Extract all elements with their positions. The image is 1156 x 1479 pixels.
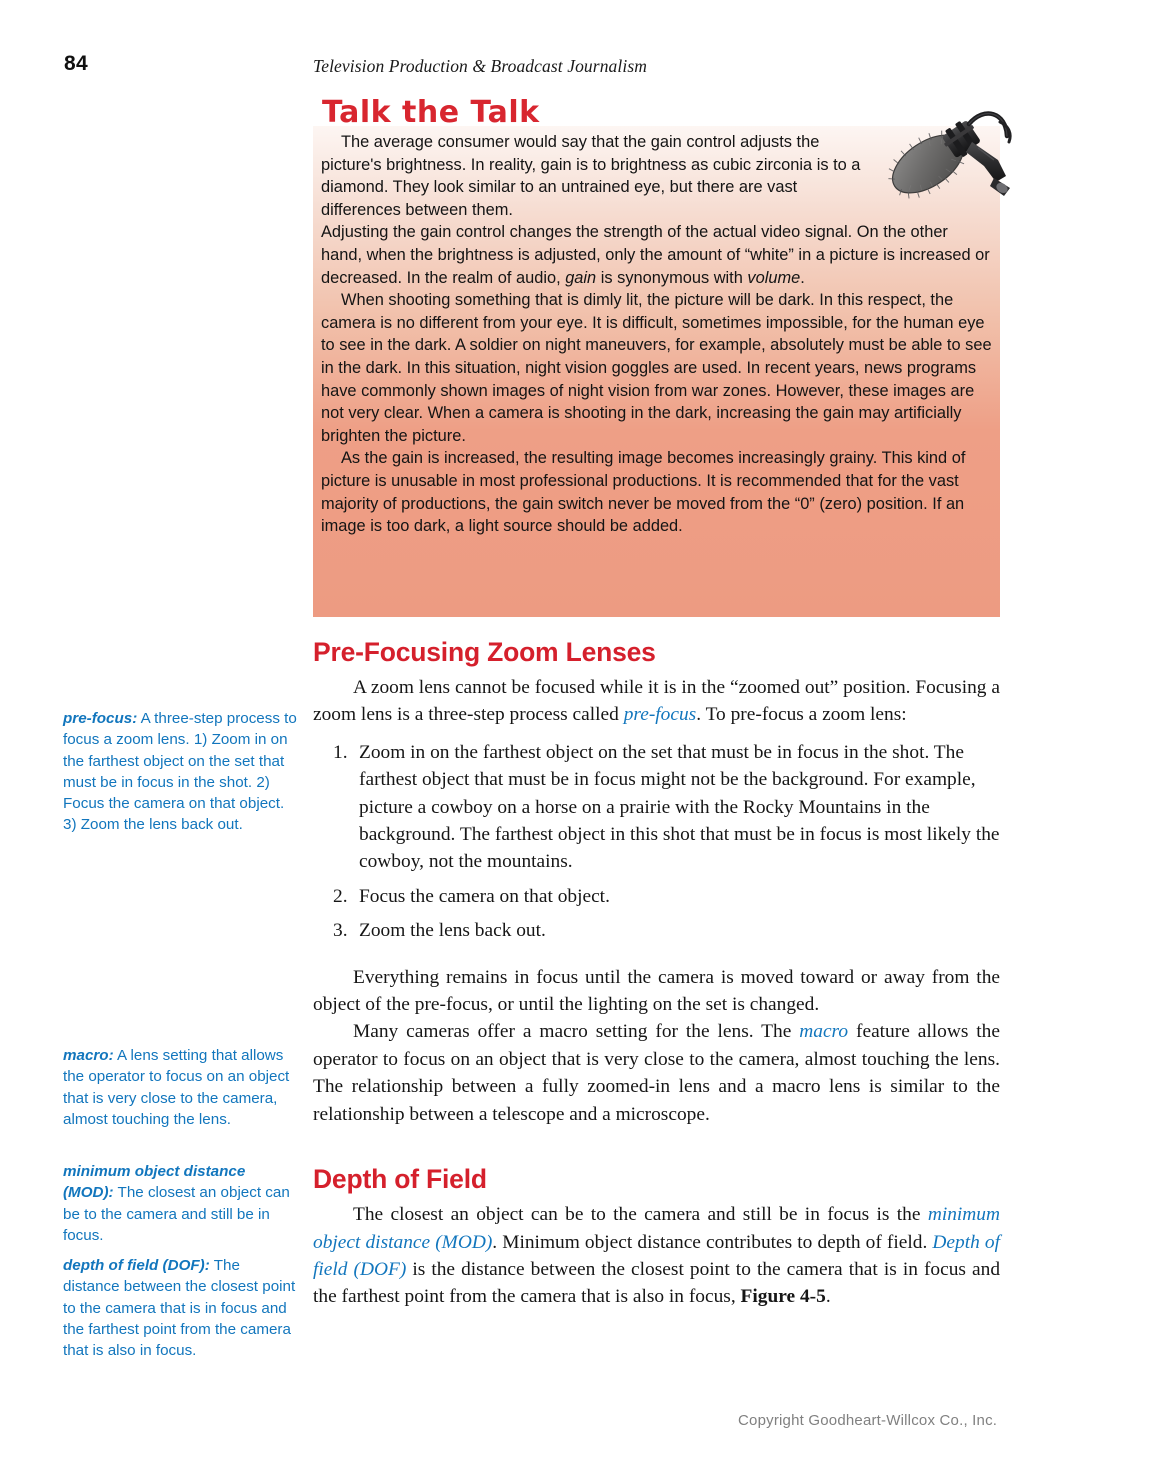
depth-of-field-paragraph (313, 1201, 1000, 1311)
heading-pre-focusing-zoom-lenses: Pre-Focusing Zoom Lenses (313, 637, 656, 667)
glossary-definition: A three-step process to focus a zoom lens. 1) Zoom in on the farthest object on the set that must be in focus in the shot. 2) Focus the camera on that object. 3) Zoom the lens back out. (63, 710, 297, 834)
dof-part2: . Minimum object distance contributes to depth of field. (492, 1231, 933, 1253)
inline-term-macro: macro (799, 1021, 849, 1043)
glossary-term: depth of field (DOF): (63, 1257, 210, 1274)
macro-paragraph (313, 1018, 1000, 1128)
glossary-entry-pre-focus (63, 708, 298, 836)
inline-term-mod: minimum object distance (MOD) (313, 1204, 1000, 1253)
feature-p1-tail: . (800, 268, 805, 287)
glossary-entry-text (63, 708, 298, 836)
glossary-entry-text (63, 1045, 298, 1130)
feature-p1-italic-gain: gain (565, 268, 597, 287)
macro-part2: feature allows the operator to focus on an object that is very close to the camera, almost touching the lens. The relationship between a fully zoomed-in lens and a macro lens is similar to the relationship between a telescope and a microscope. (313, 1021, 1000, 1125)
glossary-definition: A lens setting that allows the operator to focus on an object that is very close to the camera, almost touching the lens. (63, 1047, 290, 1128)
glossary-entry-text (63, 1255, 298, 1361)
feature-p1-lead-text: The average consumer would say that the gain control adjusts the picture's brightness. In reality, gain is to brightness as cubic zirconia is to a diamond. They look similar to an untrained eye, but there are vast differences between them. (321, 133, 861, 219)
shotgun-microphone-icon (866, 92, 1014, 217)
feature-paragraph-1-lead (321, 131, 866, 221)
glossary-term: macro: (63, 1047, 114, 1064)
talk-the-talk-title: Talk the Talk (322, 95, 540, 130)
figure-reference: Figure 4-5 (740, 1286, 826, 1308)
everything-remains-paragraph: Everything remains in focus until the camera is moved toward or away from the object of the pre-focus, or until the lighting on the set is changed. (313, 966, 1000, 1016)
inline-term-dof: Depth of field (DOF) (313, 1231, 1000, 1280)
glossary-entry-macro (63, 1045, 298, 1130)
main-text-column (313, 637, 1000, 1311)
macro-part1: Many cameras offer a macro setting for the lens. The (353, 1021, 800, 1043)
glossary-entry-text (63, 1161, 298, 1246)
running-head: Television Production & Broadcast Journalism (313, 56, 647, 76)
inline-term-pre-focus: pre-focus (623, 704, 697, 726)
list-item: Focus the camera on that object. (359, 885, 610, 907)
feature-paragraph-3: As the gain is increased, the resulting image becomes increasingly grainy. This kind of picture is unusable in most professional productions. It is recommended that for the vast majority of productions, the gain switch never be moved from the “0” (zero) position. If an image is too dark, a light source should be added. (321, 449, 966, 536)
list-item: Zoom the lens back out. (359, 920, 546, 942)
feature-p1-italic-volume: volume (747, 268, 801, 287)
feature-p1-between: is synonymous with (596, 268, 748, 287)
dof-part1: The closest an object can be to the camera and still be in focus is the (353, 1204, 928, 1226)
heading-depth-of-field: Depth of Field (313, 1164, 487, 1195)
feature-p1-rest-text: Adjusting the gain control changes the strength of the actual video signal. On the other hand, when the brightness is adjusted, only the amount of “white” in a picture is increased or decreased. In the realm of audio, (321, 223, 990, 287)
prefocus-intro-paragraph (313, 674, 1000, 729)
page-number: 84 (64, 52, 88, 75)
glossary-definition: The closest an object can be to the camera and still be in focus. (63, 1184, 290, 1244)
paragraph-spacer (313, 952, 1000, 964)
prefocus-intro-part1: A zoom lens cannot be focused while it is in the “zoomed out” position. Focusing a zoom lens is a three-step process called (313, 677, 1000, 726)
glossary-term: pre-focus: (63, 710, 138, 727)
feature-paragraph-2: When shooting something that is dimly lit, the picture will be dark. In this respect, the camera is no different from your eye. It is difficult, sometimes impossible, for the human eye to see in the dark. A soldier on night maneuvers, for example, absolutely must be able to see in the dark. In this situation, night vision goggles are used. In recent years, news programs have commonly shown images of night vision from war zones. However, these images are not very clear. When a camera is shooting in the dark, increasing the gain may artificially brighten the picture. (321, 291, 992, 445)
glossary-definition: The distance between the closest point to the camera that is in focus and the farthest point from the camera that is also in focus. (63, 1257, 296, 1360)
prefocus-intro-part2: . To pre-focus a zoom lens: (696, 704, 907, 726)
dof-part3: is the distance between the closest point to the camera that is in focus and the farthest point from the camera that is also in focus, (313, 1258, 1001, 1308)
dof-part4: . (825, 1286, 831, 1308)
pre-focus-steps-list (313, 739, 1000, 945)
list-item: Zoom in on the farthest object on the set that must be in focus in the shot. The farthest object that must be in focus might not be the background. For example, picture a cowboy on a horse on a prairie with the Rocky Mountains in the background. The farthest object in this shot that must be in focus is most likely the cowboy, not the mountains. (359, 741, 1000, 873)
feature-paragraph-1-rest (321, 221, 993, 289)
glossary-entry-dof (63, 1255, 298, 1361)
glossary-entry-mod (63, 1161, 298, 1246)
glossary-term: minimum object distance (MOD): (63, 1163, 246, 1202)
footer-copyright: Copyright Goodheart-Willcox Co., Inc. (738, 1412, 998, 1429)
